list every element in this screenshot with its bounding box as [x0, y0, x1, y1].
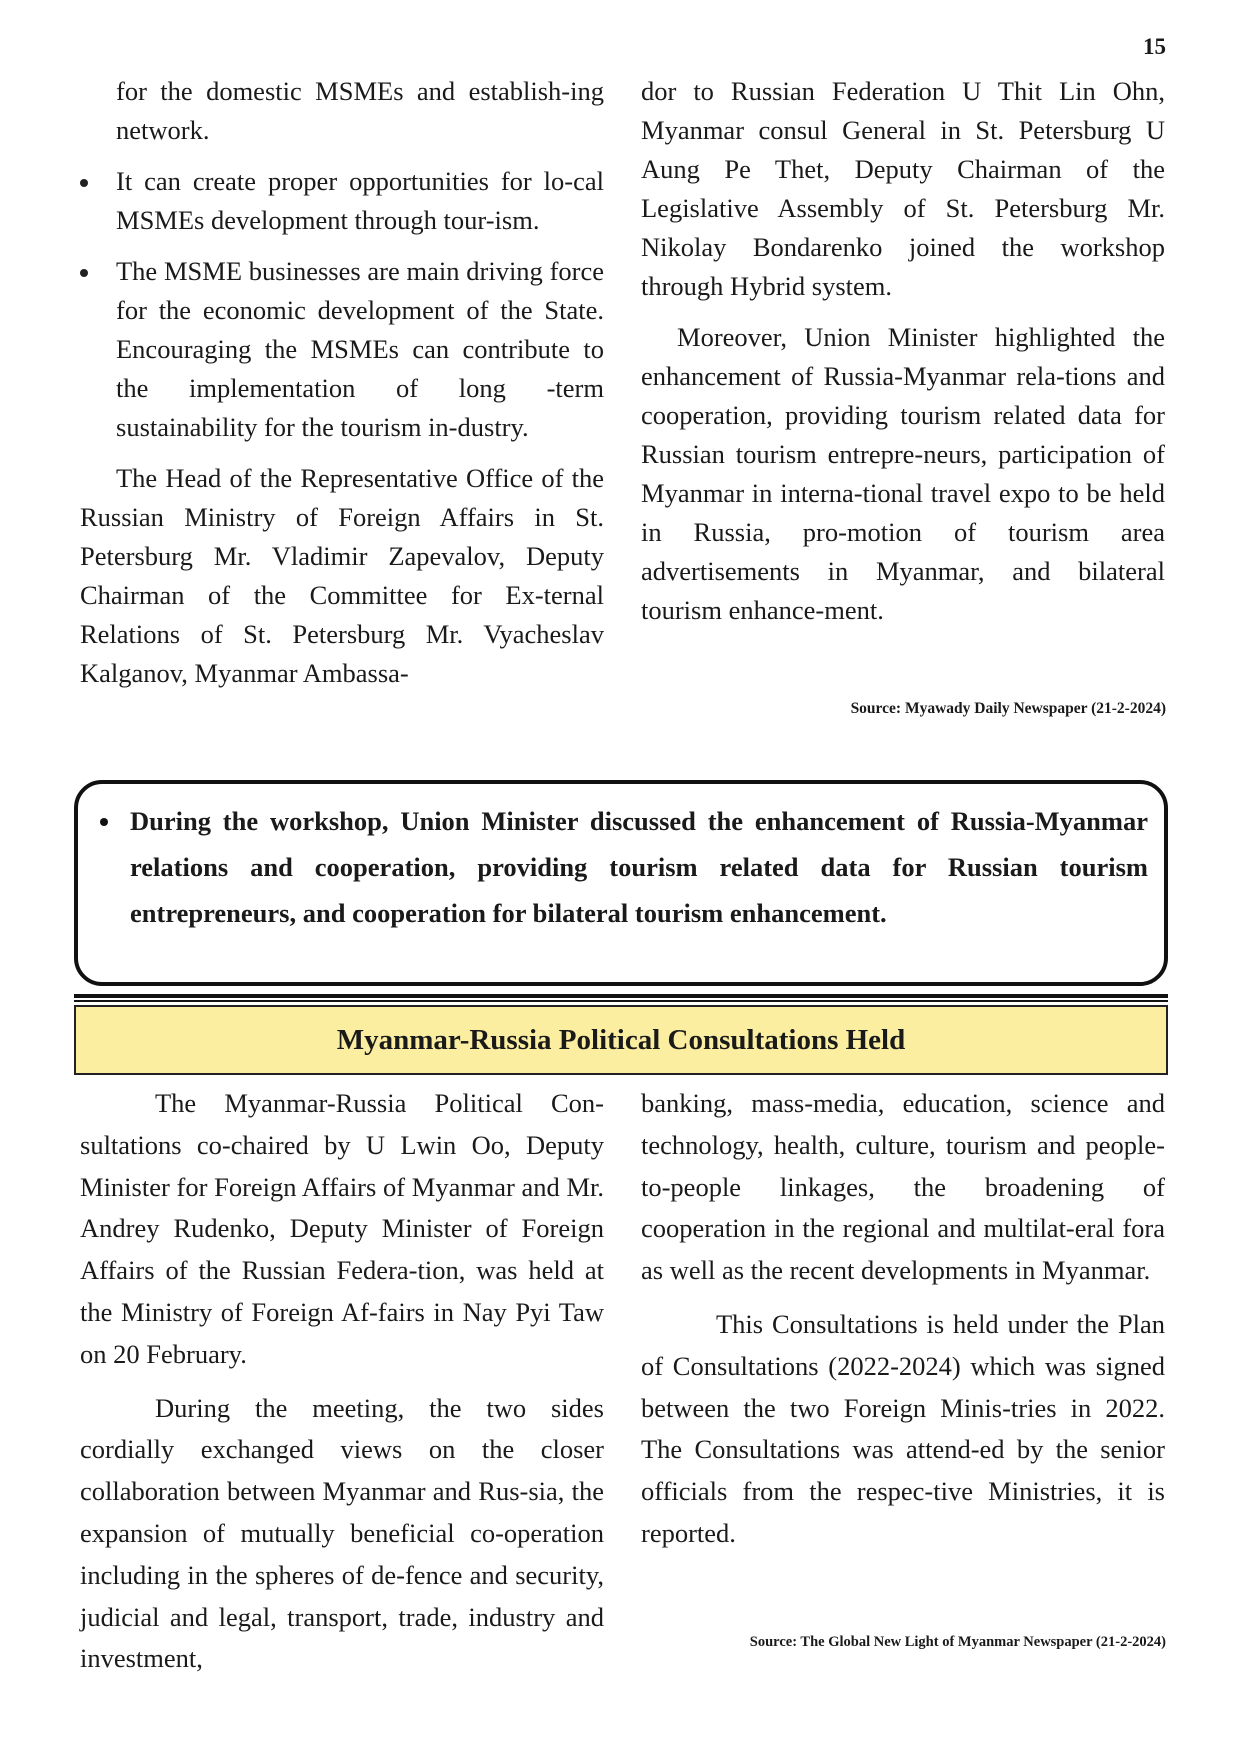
article-title: Myanmar-Russia Political Consultations Held: [336, 1023, 906, 1056]
article-right-column: [641, 1083, 1165, 1555]
source-citation: Source: The Global New Light of Myanmar Newspaper (21-2-2024): [749, 1634, 1166, 1650]
paragraph: dor to Russian Federation U Thit Lin Ohn, Myanmar consul General in St. Petersburg U Aung Pe Thet, Deputy Chairman of the Legislative Assembly of St. Petersburg Mr. Nikolay Bondarenko joined the workshop through Hybrid system.: [641, 76, 1165, 301]
top-right-column: [641, 72, 1165, 630]
continuation-text: for the domestic MSMEs and establish-ing network.: [116, 76, 604, 145]
paragraph: The Myanmar-Russia Political Con-sultations co-chaired by U Lwin Oo, Deputy Minister for Foreign Affairs of Myanmar and Mr. Andrey Rudenko, Deputy Minister of Foreign Affairs of the Russian Federa-tion, was held at the Ministry of Foreign Af-fairs in Nay Pyi Taw on 20 February.: [80, 1088, 604, 1369]
paragraph: The Head of the Representative Office of the Russian Ministry of Foreign Affairs in St. Petersburg Mr. Vladimir Zapevalov, Deputy Chairman of the Committee for Ex-ternal Relations of St. Petersburg Mr. Vyacheslav Kalganov, Myanmar Ambassa-: [80, 463, 604, 688]
paragraph: Moreover, Union Minister highlighted the enhancement of Russia-Myanmar rela-tions and cooperation, providing tourism related data for Russian tourism entrepre-neurs, participation of Myanmar in interna-tional travel expo to be held in Russia, pro-motion of tourism area advertisements in Myanmar, and bilateral tourism enhance-ment.: [641, 322, 1165, 625]
page-number: 15: [1143, 34, 1166, 59]
divider-rule: [74, 1000, 1168, 1002]
highlight-box: [74, 780, 1168, 986]
article-left-column: [80, 1083, 604, 1680]
paragraph: During the meeting, the two sides cordially exchanged views on the closer collaboration between Myanmar and Rus-sia, the expansion of mutually beneficial co-operation including in the spheres of de-fence and security, judicial and legal, transport, trade, industry and investment,: [80, 1392, 604, 1674]
bullet-item: The MSME businesses are main driving force for the economic development of the State. Encouraging the MSMEs can contribute to the implementation of long -term sustainability for the tourism in-dustry.: [80, 252, 604, 447]
paragraph: This Consultations is held under the Plan of Consultations (2022-2024) which was signed between the two Foreign Minis-tries in 2022. The Consultations was attend-ed by the senior officials from the respec-tive Ministries, it is reported.: [641, 1308, 1165, 1548]
paragraph: banking, mass-media, education, science and technology, health, culture, tourism and people-to-people linkages, the broadening of cooperation in the regional and multilat-eral fora as well as the recent developments in Myanmar.: [641, 1088, 1165, 1286]
top-left-column: [80, 72, 604, 693]
divider-rule: [74, 994, 1168, 998]
article-title-banner: [74, 1005, 1168, 1075]
highlight-text: During the workshop, Union Minister discussed the enhancement of Russia-Myanmar relations and cooperation, providing tourism related data for Russian tourism entrepreneurs, and cooperation for bilateral tourism enhancement.: [90, 798, 1148, 936]
source-citation: Source: Myawady Daily Newspaper (21-2-2024): [850, 700, 1166, 717]
bullet-item: It can create proper opportunities for lo-cal MSMEs development through tour-ism.: [80, 162, 604, 240]
bullet-list: [80, 162, 604, 447]
